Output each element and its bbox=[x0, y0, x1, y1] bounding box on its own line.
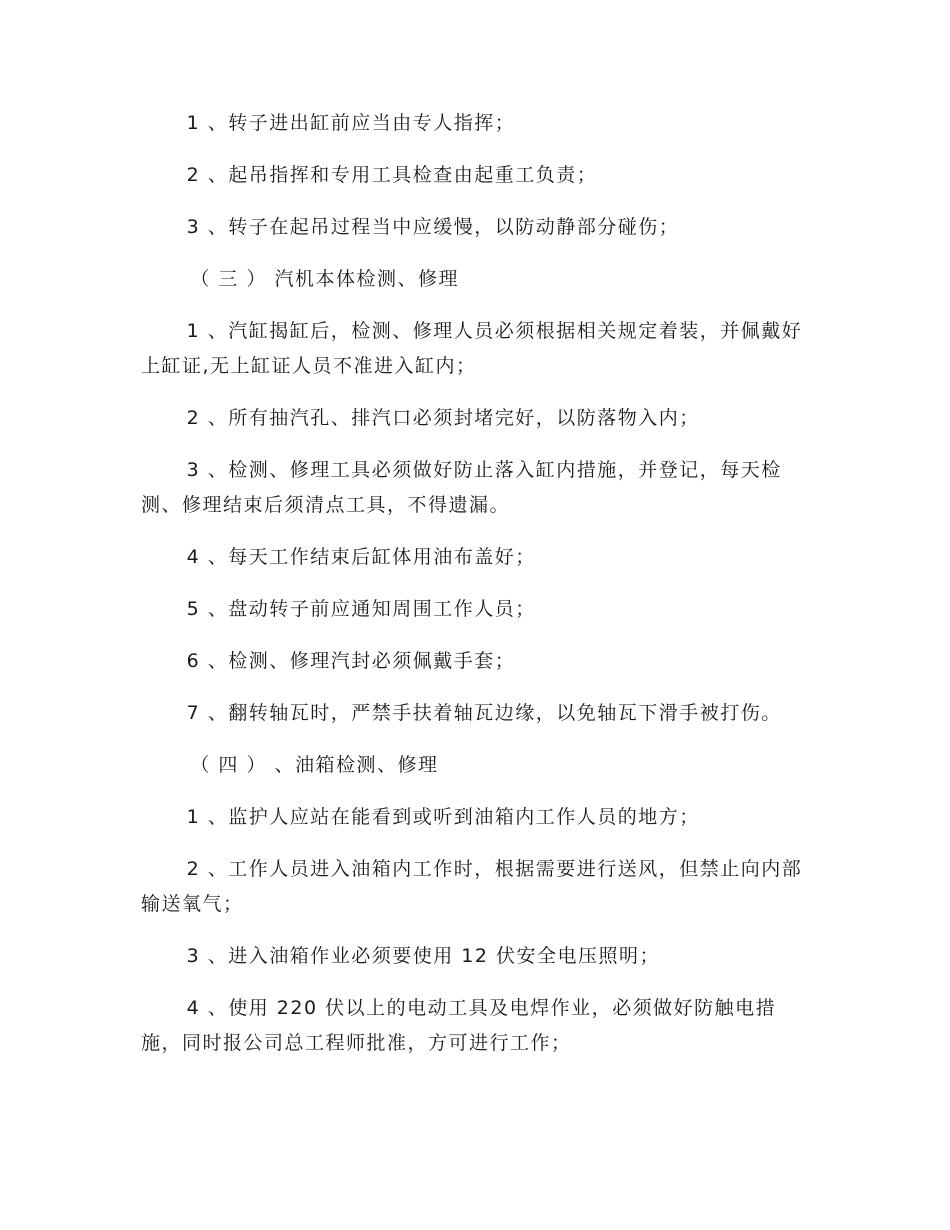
section-heading-oil-tank: （ 四 ） 、油箱检测、修理 bbox=[190, 754, 439, 776]
paragraph-cylinder-opening: 1 、汽缸揭缸后，检测、修理人员必须根据相关规定着装，并佩戴好上缸证,无上缸证人员不准进入缸内； bbox=[141, 320, 803, 377]
paragraph-ventilation: 2 、工作人员进入油箱内工作时，根据需要进行送风，但禁止向内部输送氧气； bbox=[141, 858, 803, 915]
section-heading-turbine-body: （ 三 ） 汽机本体检测、修理 bbox=[190, 268, 460, 290]
paragraph-electric-tools: 4 、使用 220 伏以上的电动工具及电焊作业，必须做好防触电措施，同时报公司总工程师批准，方可进行工作； bbox=[141, 997, 777, 1054]
paragraph-rotor-entry: 1 、转子进出缸前应当由专人指挥； bbox=[186, 112, 516, 134]
paragraph-wear-gloves: 6 、检测、修理汽封必须佩戴手套； bbox=[186, 650, 516, 672]
paragraph-safe-voltage: 3 、进入油箱作业必须要使用 12 伏安全电压照明； bbox=[186, 945, 660, 967]
paragraph-bearing-flip: 7 、翻转轴瓦时，严禁手扶着轴瓦边缘，以免轴瓦下滑手被打伤。 bbox=[186, 702, 782, 724]
paragraph-rotor-lifting: 3 、转子在起吊过程当中应缓慢，以防动静部分碰伤； bbox=[186, 216, 680, 238]
paragraph-cover-cylinder: 4 、每天工作结束后缸体用油布盖好； bbox=[186, 546, 536, 568]
paragraph-notify-staff: 5 、盘动转子前应通知周围工作人员； bbox=[186, 598, 536, 620]
paragraph-guardian-position: 1 、监护人应站在能看到或听到油箱内工作人员的地方； bbox=[186, 806, 700, 828]
paragraph-tool-control: 3 、检测、修理工具必须做好防止落入缸内措施，并登记，每天检测、修理结束后须清点工具，不得遗漏。 bbox=[141, 459, 782, 516]
paragraph-lifting-command: 2 、起吊指挥和专用工具检查由起重工负责； bbox=[186, 164, 598, 186]
paragraph-seal-openings: 2 、所有抽汽孔、排汽口必须封堵完好，以防落物入内； bbox=[186, 407, 700, 429]
document-body bbox=[141, 106, 805, 1078]
